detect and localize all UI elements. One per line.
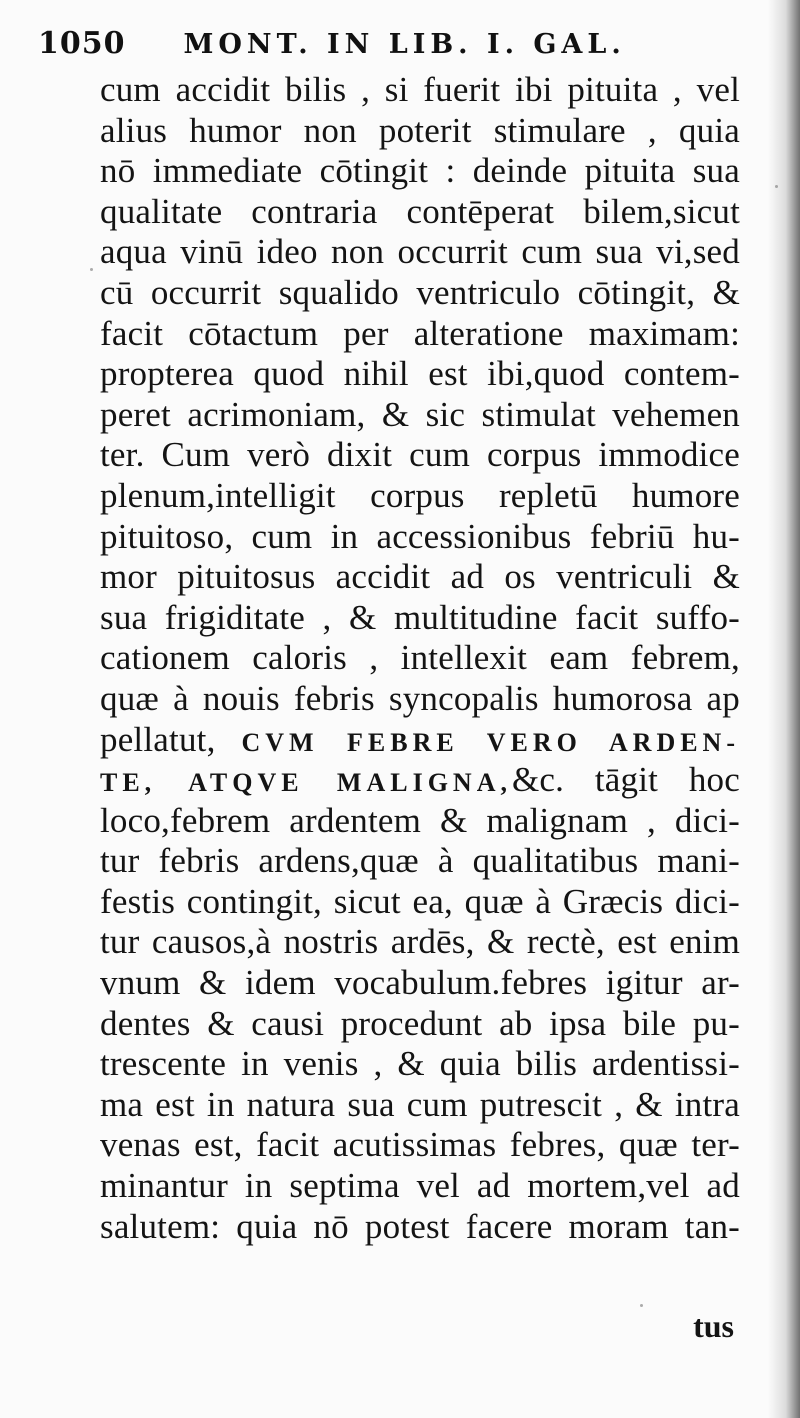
line-text: pellatut, (100, 719, 216, 759)
text-line: facit cōtactum per alteratione maximam: (100, 313, 740, 353)
ink-speck (775, 185, 778, 188)
text-line: cum accidit bilis , si fuerit ibi pituita , vel (100, 70, 740, 109)
text-line: qualitate contraria contēperat bilem,sicut (100, 191, 740, 231)
line-text: &c. tāgit hoc (511, 760, 740, 800)
running-title: MONT. IN LIB. I. GAL. (183, 29, 626, 60)
text-line: cū occurrit squalido ventriculo cōtingit, & (100, 272, 740, 312)
text-line: tur febris ardens,quæ à qualitatibus mani- (100, 841, 740, 881)
text-line: sua frigiditate , & multitudine facit suffo- (100, 597, 740, 637)
text-line: cationem caloris , intellexit eam febrem, (100, 638, 740, 678)
text-line: loco,febrem ardentem & malignam , dici- (100, 800, 740, 840)
text-line: peret acrimoniam, & sic stimulat vehemen (100, 394, 740, 434)
text-line-with-smallcaps (100, 720, 740, 761)
text-line: tur causos,à nostris ardēs, & rectè, est enim (100, 922, 740, 962)
text-line: plenum,intelligit corpus repletū humore (100, 475, 740, 515)
text-line: minantur in septima vel ad mortem,vel ad (100, 1166, 740, 1206)
text-line: alius humor non poterit stimulare , quia (100, 110, 740, 150)
text-line: pituitoso, cum in accessionibus febriū hu- (100, 516, 740, 556)
ink-speck (640, 1304, 643, 1307)
text-line: mor pituitosus accidit ad os ventriculi & (100, 557, 740, 597)
text-line: aqua vinū ideo non occurrit cum sua vi,sed (100, 232, 740, 272)
text-line: festis contingit, sicut ea, quæ à Græcis dici- (100, 881, 740, 921)
text-line-with-smallcaps (100, 760, 740, 801)
main-text-block (100, 70, 740, 1247)
ink-speck (90, 268, 93, 271)
text-line: quæ à nouis febris syncopalis humorosa ap (100, 678, 740, 718)
smallcaps-lemma: CVM FEBRE VERO ARDEN- (241, 727, 740, 757)
page-number: 1050 (38, 26, 126, 61)
smallcaps-lemma: TE, ATQVE MALIGNA, (100, 768, 512, 798)
text-line: nō immediate cōtingit : deinde pituita sua (100, 151, 740, 191)
text-line: salutem: quia nō potest facere moram tan- (100, 1206, 740, 1246)
text-line: trescente in venis , & quia bilis ardentissi- (100, 1044, 740, 1084)
text-line: propterea quod nihil est ibi,quod contem- (100, 354, 740, 394)
text-line: dentes & causi procedunt ab ipsa bile pu- (100, 1003, 740, 1043)
catchword: tus (693, 1308, 734, 1344)
text-line: vnum & idem vocabulum.febres igitur ar- (100, 963, 740, 1003)
page-gutter-shadow (768, 0, 800, 1418)
text-line: venas est, facit acutissimas febres, quæ ter- (100, 1125, 740, 1165)
running-header (38, 28, 738, 61)
text-line: ma est in natura sua cum putrescit , & intra (100, 1084, 740, 1124)
text-line: ter. Cum verò dixit cum corpus immodice (100, 435, 740, 475)
